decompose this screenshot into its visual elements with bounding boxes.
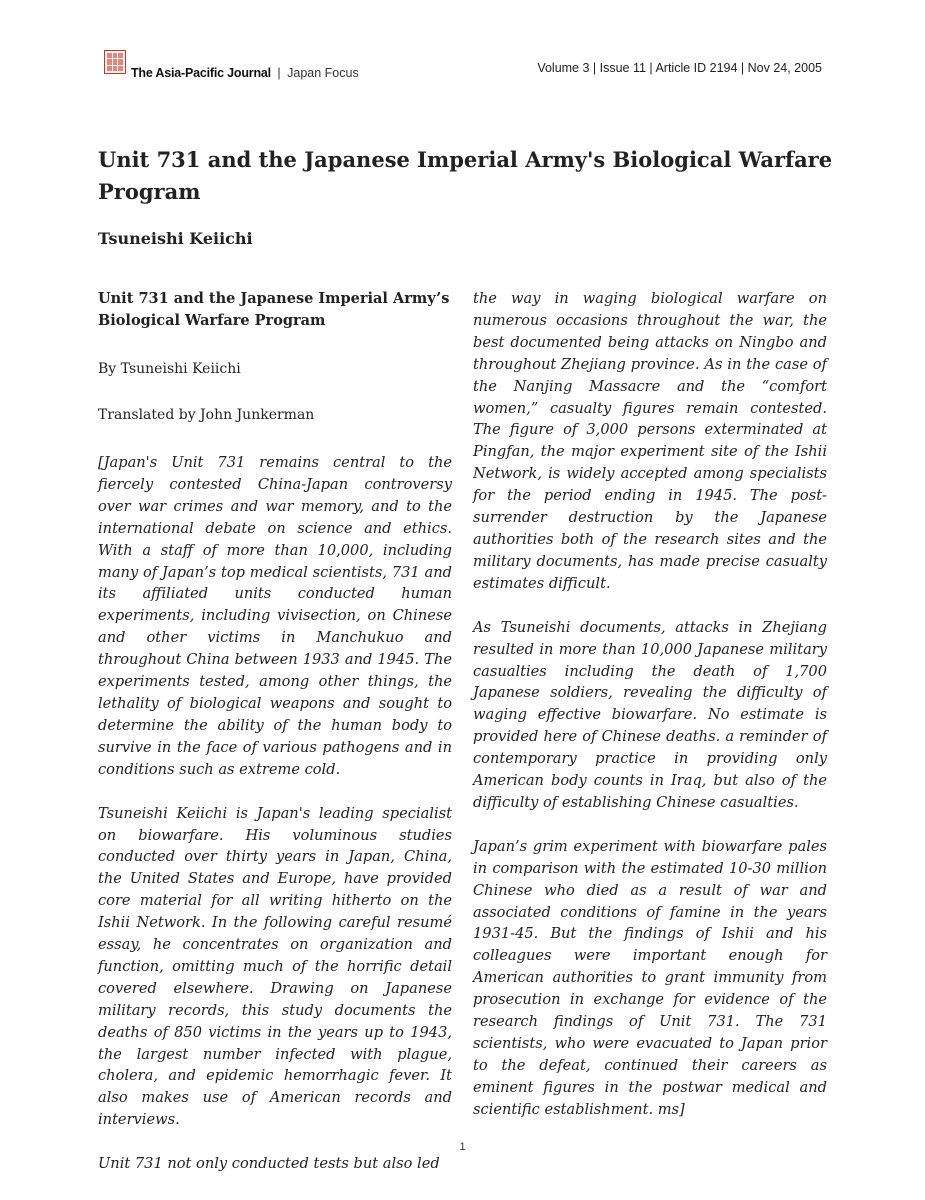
body-paragraph: the way in waging biological warfare on numerous occasions throughout the war, the best documented being attacks on Ningbo and throughout Zhejiang province. As in the case of the Nanjing Massacre and the “comfort women,” casualty figures remain contested. The figure of 3,000 persons exterminated at Pingfan, the major experiment site of the Ishii Network, is widely accepted among specialists for the period ending in 1945. The post-surrender destruction by the Japanese authorities both of the research sites and the military documents, has made precise casualty estimates difficult. — [473, 290, 827, 592]
article-title: Unit 731 and the Japanese Imperial Army's Biological Warfare Program — [98, 147, 833, 204]
article-subheading: Unit 731 and the Japanese Imperial Army’s Biological Warfare Program — [98, 290, 450, 329]
journal-masthead — [131, 66, 359, 80]
body-paragraph: As Tsuneishi documents, attacks in Zhejiang resulted in more than 10,000 Japanese military casualties including the death of 1,700 Japanese soldiers, revealing the difficulty of waging effective biowarfare. No estimate is provided here of Chinese deaths. a reminder of contemporary practice in providing only American body counts in Iraq, but also of the difficulty of establishing Chinese casualties. — [473, 618, 827, 811]
author-bio-paragraph: Tsuneishi Keiichi is Japan's leading specialist on biowarfare. His voluminous studies conducted over thirty years in Japan, China, the United States and Europe, have provided core material for all writing hitherto on the Ishii Network. In the following careful resumé essay, he concentrates on organization and function, omitting much of the horrific detail covered elsewhere. Drawing on Japanese military records, this study documents the deaths of 850 victims in the years up to 1943, the largest number infected with plague, cholera, and epidemic hemorrhagic fever. It also makes use of American records and interviews. — [98, 804, 452, 1129]
page-header — [104, 50, 834, 90]
byline: By Tsuneishi Keiichi — [98, 361, 241, 377]
body-paragraph: Japan’s grim experiment with biowarfare pales in comparison with the estimated 10-30 million Chinese who died as a result of war and associated conditions of famine in the years 1931-45. But the findings of Ishii and his colleagues were important enough for American authorities to grant immunity from prosecution in exchange for evidence of the research findings of Unit 731. The 731 scientists, who were evacuated to Japan prior to the defeat, continued their careers as eminent figures in the postwar medical and scientific establishment. ms] — [473, 837, 827, 1118]
intro-paragraph: [Japan's Unit 731 remains central to the fiercely contested China-Japan controversy over war crimes and war memory, and to the international debate on science and ethics. With a staff of more than 10,000, including many of Japan’s top medical scientists, 731 and its affiliated units conducted human experiments, including vivisection, on Chinese and other victims in Manchukuo and throughout China between 1933 and 1945. The experiments tested, among other things, the lethality of biological weapons and sought to determine the ability of the human body to survive in the face of various pathogens and in conditions such as extreme cold. — [98, 454, 452, 778]
masthead-separator: | — [277, 66, 281, 80]
journal-name: The Asia-Pacific Journal — [131, 66, 271, 80]
body-paragraph: Unit 731 not only conducted tests but also led — [98, 1155, 440, 1173]
translator-credit: Translated by John Junkerman — [98, 407, 315, 423]
right-column — [473, 288, 827, 1121]
left-column — [98, 288, 452, 1175]
journal-section: Japan Focus — [287, 66, 359, 80]
page-number: 1 — [459, 1141, 466, 1153]
article-author: Tsuneishi Keiichi — [98, 229, 253, 248]
issue-metadata: Volume 3 | Issue 11 | Article ID 2194 | Nov 24, 2005 — [537, 61, 822, 75]
journal-logo-icon — [104, 50, 126, 74]
